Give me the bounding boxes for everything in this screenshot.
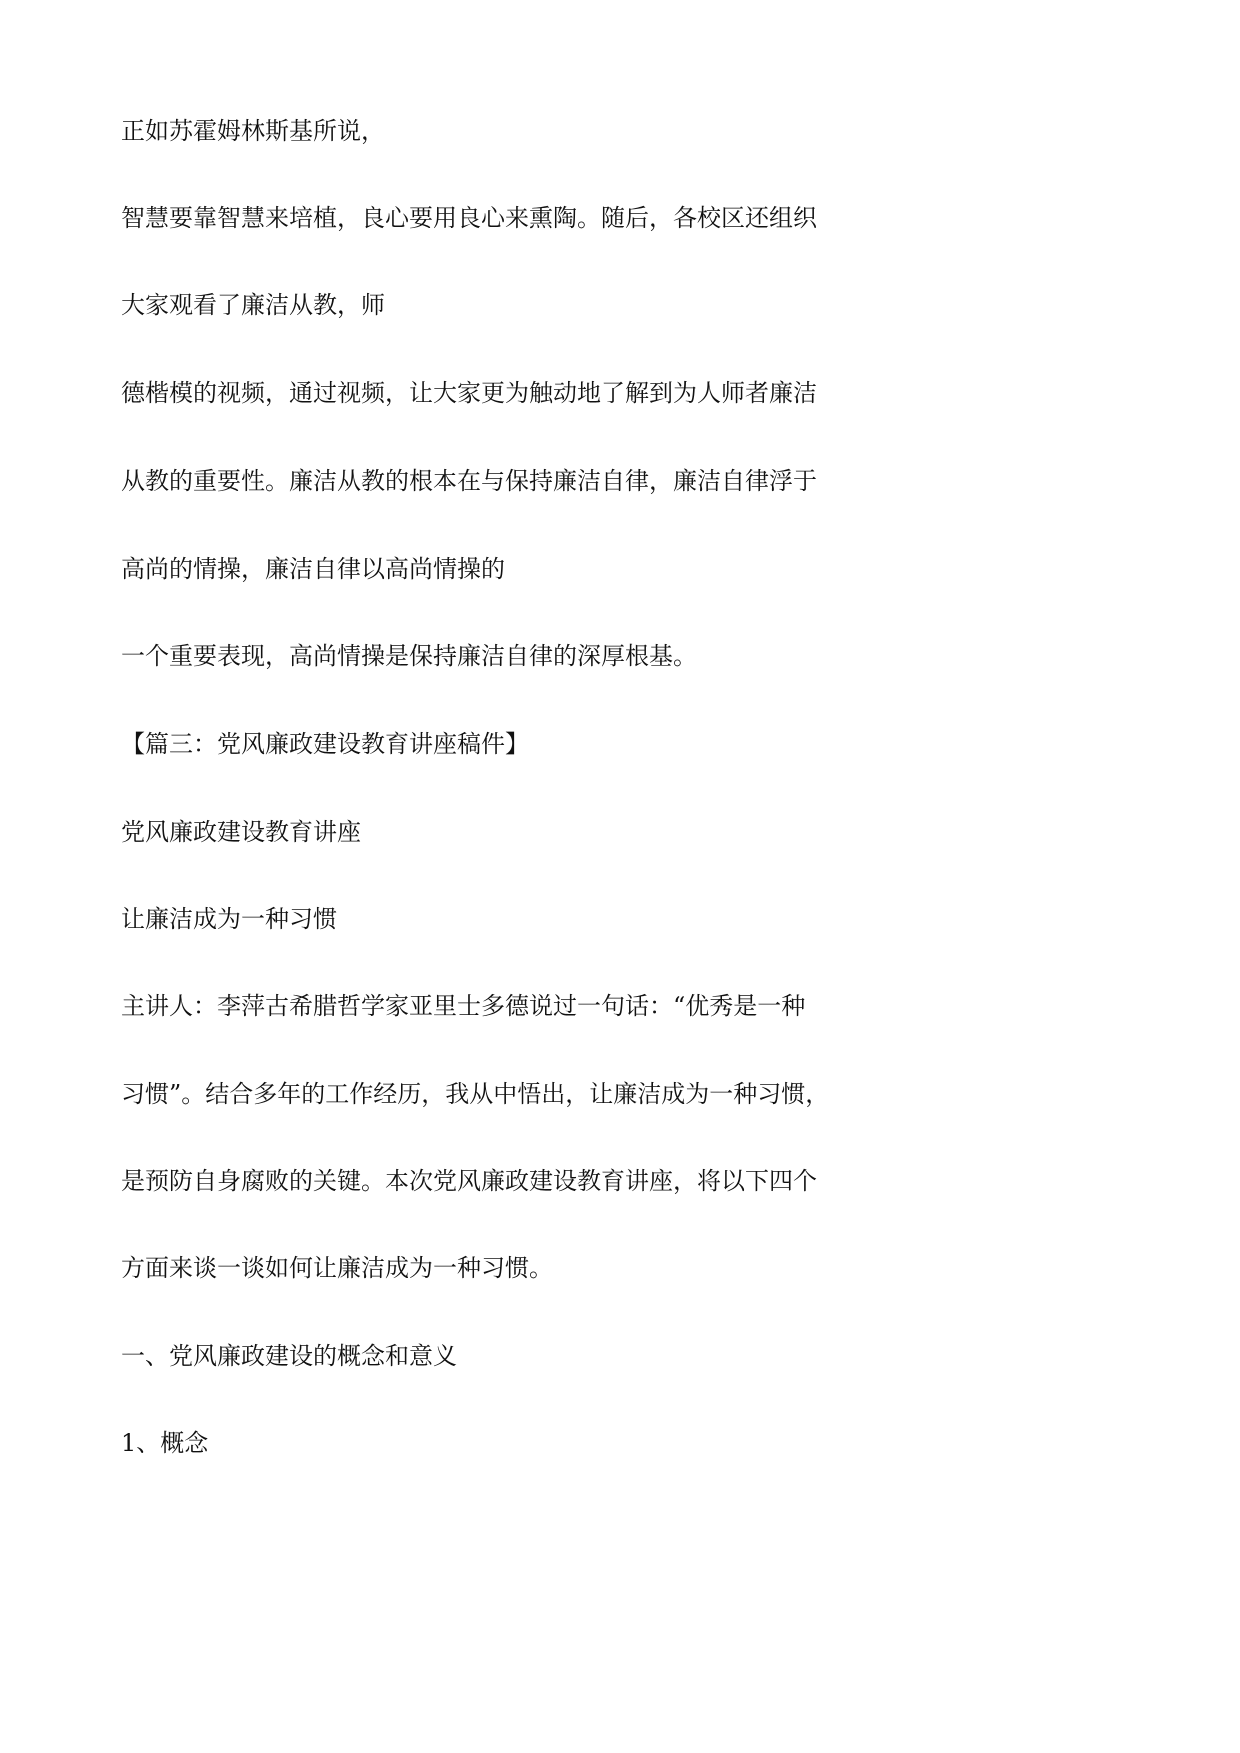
text-line: 一个重要表现，高尚情操是保持廉洁自律的深厚根基。 [121,642,697,670]
text-line: 是预防自身腐败的关键。本次党风廉政建设教育讲座，将以下四个 [121,1167,817,1195]
text-line: 高尚的情操，廉洁自律以高尚情操的 [121,555,505,583]
text-line: 德楷模的视频，通过视频，让大家更为触动地了解到为人师者廉洁 [121,379,817,407]
lecture-subtitle: 让廉洁成为一种习惯 [121,905,337,933]
text-line: 从教的重要性。廉洁从教的根本在与保持廉洁自律，廉洁自律浮于 [121,467,817,495]
text-line: 习惯”。结合多年的工作经历，我从中悟出，让廉洁成为一种习惯， [121,1080,830,1108]
section-heading: 【篇三：党风廉政建设教育讲座稿件】 [121,730,529,758]
lecture-title: 党风廉政建设教育讲座 [121,818,361,846]
subsection-heading: 1、概念 [121,1429,209,1457]
text-line: 大家观看了廉洁从教，师 [121,291,385,319]
text-line: 智慧要靠智慧来培植，良心要用良心来熏陶。随后，各校区还组织 [121,204,817,232]
text-line: 主讲人：李萍古希腊哲学家亚里士多德说过一句话：“优秀是一种 [121,992,806,1020]
text-line: 正如苏霍姆林斯基所说， [121,117,385,145]
text-line: 方面来谈一谈如何让廉洁成为一种习惯。 [121,1254,553,1282]
chapter-heading: 一、党风廉政建设的概念和意义 [121,1342,457,1370]
